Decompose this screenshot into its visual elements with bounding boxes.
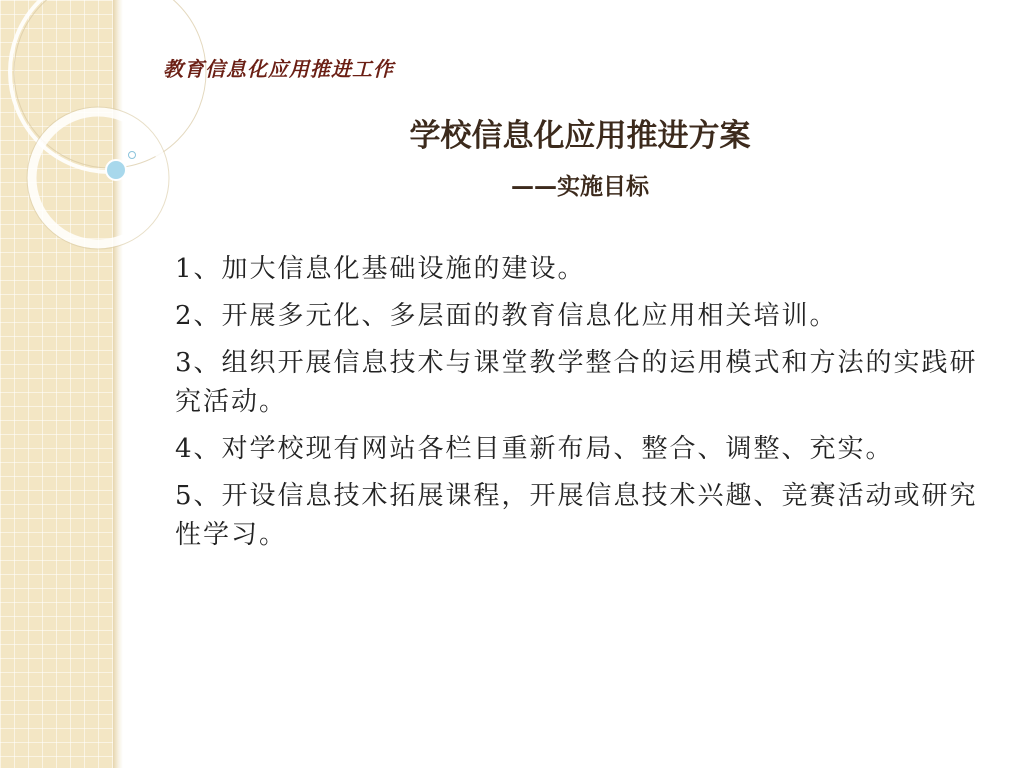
header-title: 教育信息化应用推进工作 [163,57,394,81]
goal-list [175,250,985,563]
small-ring-icon [32,112,164,244]
goal-item: 2、开展多元化、多层面的教育信息化应用相关培训。 [175,301,838,331]
blue-bubble-icon [106,160,126,180]
page-subtitle: ——实施目标 [511,174,649,200]
page-title: 学校信息化应用推进方案 [409,118,751,154]
goal-item: 1、加大信息化基础设施的建设。 [175,254,586,284]
small-bubble-icon [129,152,136,159]
goal-item: 3、组织开展信息技术与课堂教学整合的运用模式和方法的实践研究活动。 [175,348,978,417]
goal-item: 4、对学校现有网站各栏目重新布局、整合、调整、充实。 [175,434,894,464]
goal-item: 5、开设信息技术拓展课程，开展信息技术兴趣、竞赛活动或研究性学习。 [175,481,978,550]
